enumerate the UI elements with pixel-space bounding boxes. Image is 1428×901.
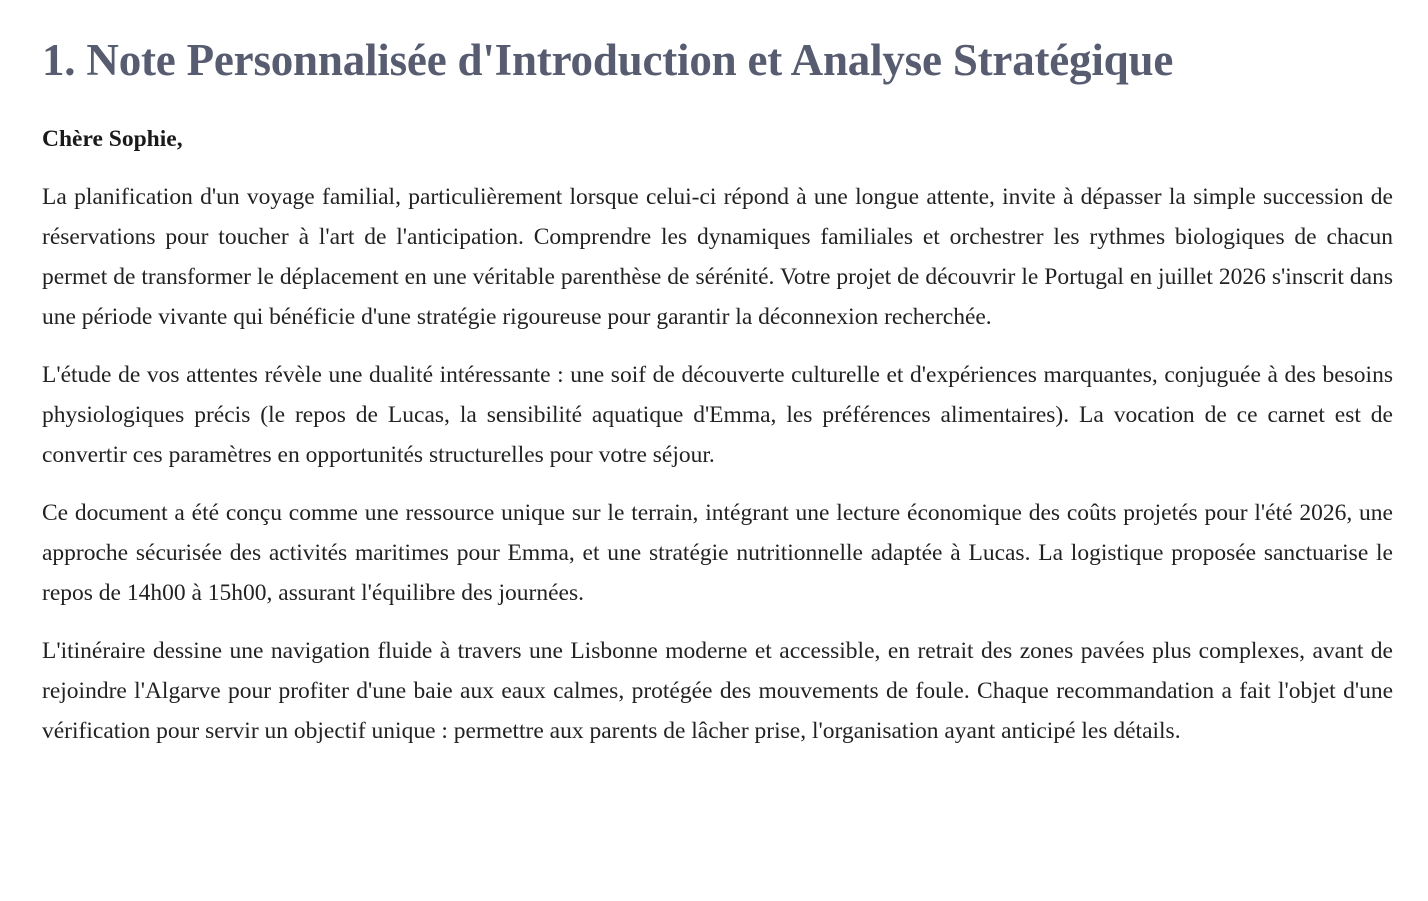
page-title: 1. Note Personnalisée d'Introduction et Analyse Stratégique	[42, 35, 1174, 85]
paragraph-ressource-terrain: Ce document a été conçu comme une ressource unique sur le terrain, intégrant une lecture économique des coûts projetés pour l'été 2026, une approche sécurisée des activités maritimes pour Emma, et une stratégie nutritionnelle adaptée à Lucas. La logistique proposée sanctuarise le repos de 14h00 à 15h00, assurant l'équilibre des journées.	[42, 500, 1393, 607]
paragraph-intro-anticipation: La planification d'un voyage familial, particulièrement lorsque celui-ci répond à une longue attente, invite à dépasser la simple succession de réservations pour toucher à l'art de l'anticipation. Comprendre les dynamiques familiales et orchestrer les rythmes biologiques de chacun permet de transformer le déplacement en une véritable parenthèse de sérénité. Votre projet de découvrir le Portugal en juillet 2026 s'inscrit dans une période vivante qui bénéficie d'une stratégie rigoureuse pour garantir la déconnexion recherchée.	[42, 184, 1393, 331]
paragraph-attentes-dualite: L'étude de vos attentes révèle une dualité intéressante : une soif de découverte culturelle et d'expériences marquantes, conjuguée à des besoins physiologiques précis (le repos de Lucas, la sensibilité aquatique d'Emma, les préférences alimentaires). La vocation de ce carnet est de convertir ces paramètres en opportunités structurelles pour votre séjour.	[42, 362, 1393, 469]
salutation: Chère Sophie,	[42, 126, 183, 153]
paragraph-itineraire: L'itinéraire dessine une navigation fluide à travers une Lisbonne moderne et accessible, en retrait des zones pavées plus complexes, avant de rejoindre l'Algarve pour profiter d'une baie aux eaux calmes, protégée des mouvements de foule. Chaque recommandation a fait l'objet d'une vérification pour servir un objectif unique : permettre aux parents de lâcher prise, l'organisation ayant anticipé les détails.	[42, 638, 1393, 745]
